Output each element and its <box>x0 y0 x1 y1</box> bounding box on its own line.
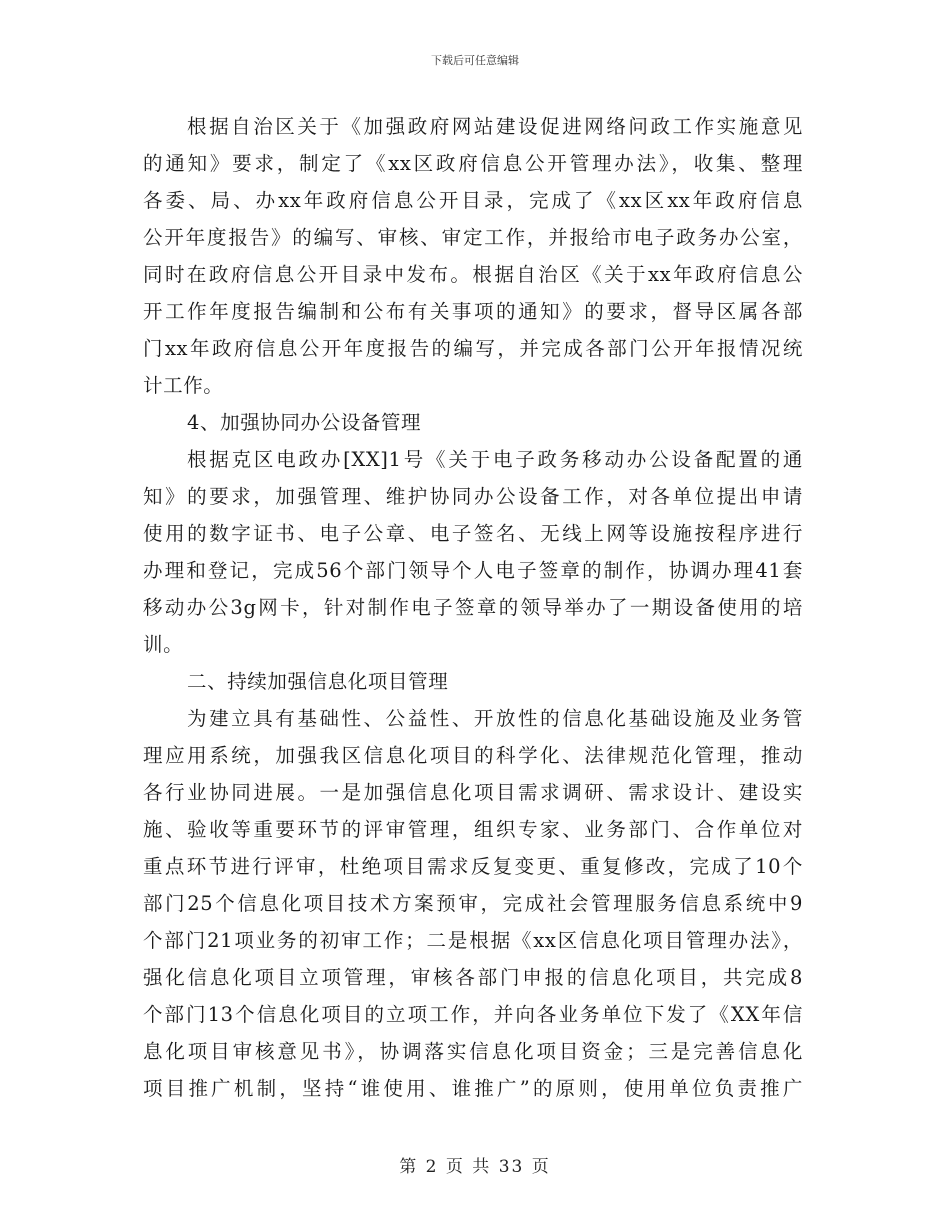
text-line: 开工作年度报告编制和公布有关事项的通知》的要求，督导区属各部 <box>143 300 803 323</box>
text-line: 各行业协同进展。一是加强信息化项目需求调研、需求设计、建设实 <box>143 781 803 804</box>
text-line: 二、持续加强信息化项目管理 <box>187 670 449 693</box>
text-line: 训。 <box>143 633 184 656</box>
text-line: 项目推广机制，坚持“谁使用、谁推广”的原则，使用单位负责推广 <box>143 1077 803 1100</box>
text-line: 息化项目审核意见书》，协调落实信息化项目资金；三是完善信息化 <box>143 1040 803 1063</box>
text-line: 重点环节进行评审，杜绝项目需求反复变更、重复修改，完成了10个 <box>143 855 803 878</box>
text-line: 强化信息化项目立项管理，审核各部门申报的信息化项目，共完成8 <box>143 966 803 989</box>
text-line: 门xx年政府信息公开年度报告的编写，并完成各部门公开年报情况统 <box>143 337 803 360</box>
text-line: 部门25个信息化项目技术方案预审，完成社会管理服务信息系统中9 <box>143 892 803 915</box>
page-header-note: 下载后可任意编辑 <box>431 54 519 67</box>
text-line: 理应用系统，加强我区信息化项目的科学化、法律规范化管理，推动 <box>143 744 803 767</box>
text-line: 个部门21项业务的初审工作；二是根据《xx区信息化项目管理办法》， <box>143 929 803 952</box>
text-line: 同时在政府信息公开目录中发布。根据自治区《关于xx年政府信息公 <box>143 263 803 286</box>
text-line: 施、验收等重要环节的评审管理，组织专家、业务部门、合作单位对 <box>143 818 803 841</box>
text-line: 使用的数字证书、电子公章、电子签名、无线上网等设施按程序进行 <box>143 522 803 545</box>
page-number-footer: 第 2 页 共 33 页 <box>399 1157 551 1177</box>
document-body <box>143 108 803 1107</box>
text-line: 根据自治区关于《加强政府网站建设促进网络问政工作实施意见 <box>187 115 803 138</box>
text-line: 移动办公3g网卡，针对制作电子签章的领导举办了一期设备使用的培 <box>143 596 803 619</box>
text-line: 4、加强协同办公设备管理 <box>187 411 422 434</box>
text-line: 个部门13个信息化项目的立项工作，并向各业务单位下发了《XX年信 <box>143 1003 803 1026</box>
text-line: 公开年度报告》的编写、审核、审定工作，并报给市电子政务办公室， <box>143 226 803 249</box>
text-line: 计工作。 <box>143 374 224 397</box>
text-line: 各委、局、办xx年政府信息公开目录，完成了《xx区xx年政府信息 <box>143 189 803 212</box>
text-line: 的通知》要求，制定了《xx区政府信息公开管理办法》，收集、整理 <box>143 152 803 175</box>
text-line: 办理和登记，完成56个部门领导个人电子签章的制作，协调办理41套 <box>143 559 803 582</box>
text-line: 为建立具有基础性、公益性、开放性的信息化基础设施及业务管 <box>187 707 803 730</box>
text-line: 根据克区电政办[XX]1号《关于电子政务移动办公设备配置的通 <box>187 448 803 471</box>
text-line: 知》的要求，加强管理、维护协同办公设备工作，对各单位提出申请 <box>143 485 803 508</box>
